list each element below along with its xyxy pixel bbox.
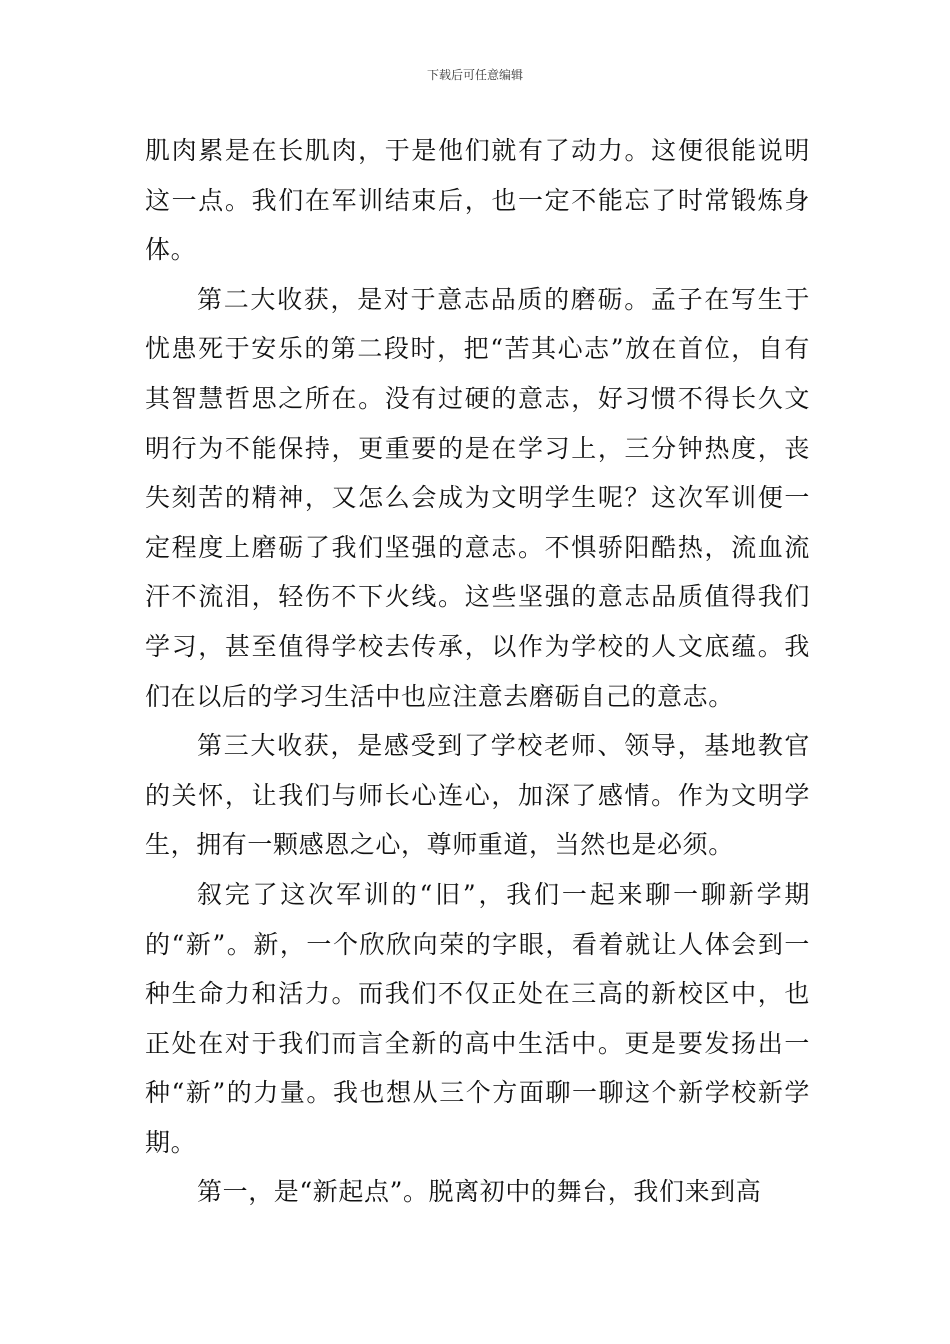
paragraph-2: 第二大收获，是对于意志品质的磨砺。孟子在写生于忧患死于安乐的第二段时，把“苦其心志”放在首位，自有其智慧哲思之所在。没有过硬的意志，好习惯不得长久文明行为不能保持，更重要的是在学习上，三分钟热度，丧失刻苦的精神，又怎么会成为文明学生呢？这次军训便一定程度上磨砺了我们坚强的意志。不惧骄阳酷热，流血流汗不流泪，轻伤不下火线。这些坚强的意志品质值得我们学习，甚至值得学校去传承，以作为学校的人文底蕴。我们在以后的学习生活中也应注意去磨砺自己的意志。 (145, 284, 810, 711)
paragraph-5: 第一，是“新起点”。脱离初中的舞台，我们来到高 (197, 1177, 762, 1207)
page-header: 下载后可任意编辑 (426, 68, 523, 82)
paragraph-1: 肌肉累是在长肌肉，于是他们就有了动力。这便很能说明这一点。我们在军训结束后，也一定不能忘了时常锻炼身体。 (145, 136, 810, 265)
document-body (145, 126, 810, 1217)
paragraph-4: 叙完了这次军训的“旧”，我们一起来聊一聊新学期的“新”。新，一个欣欣向荣的字眼，看着就让人体会到一种生命力和活力。而我们不仅正处在三高的新校区中，也正处在对于我们而言全新的高中生活中。更是要发扬出一种“新”的力量。我也想从三个方面聊一聊这个新学校新学期。 (145, 879, 810, 1157)
paragraph-3: 第三大收获，是感受到了学校老师、领导，基地教官的关怀，让我们与师长心连心，加深了感情。作为文明学生，拥有一颗感恩之心，尊师重道，当然也是必须。 (145, 731, 810, 860)
